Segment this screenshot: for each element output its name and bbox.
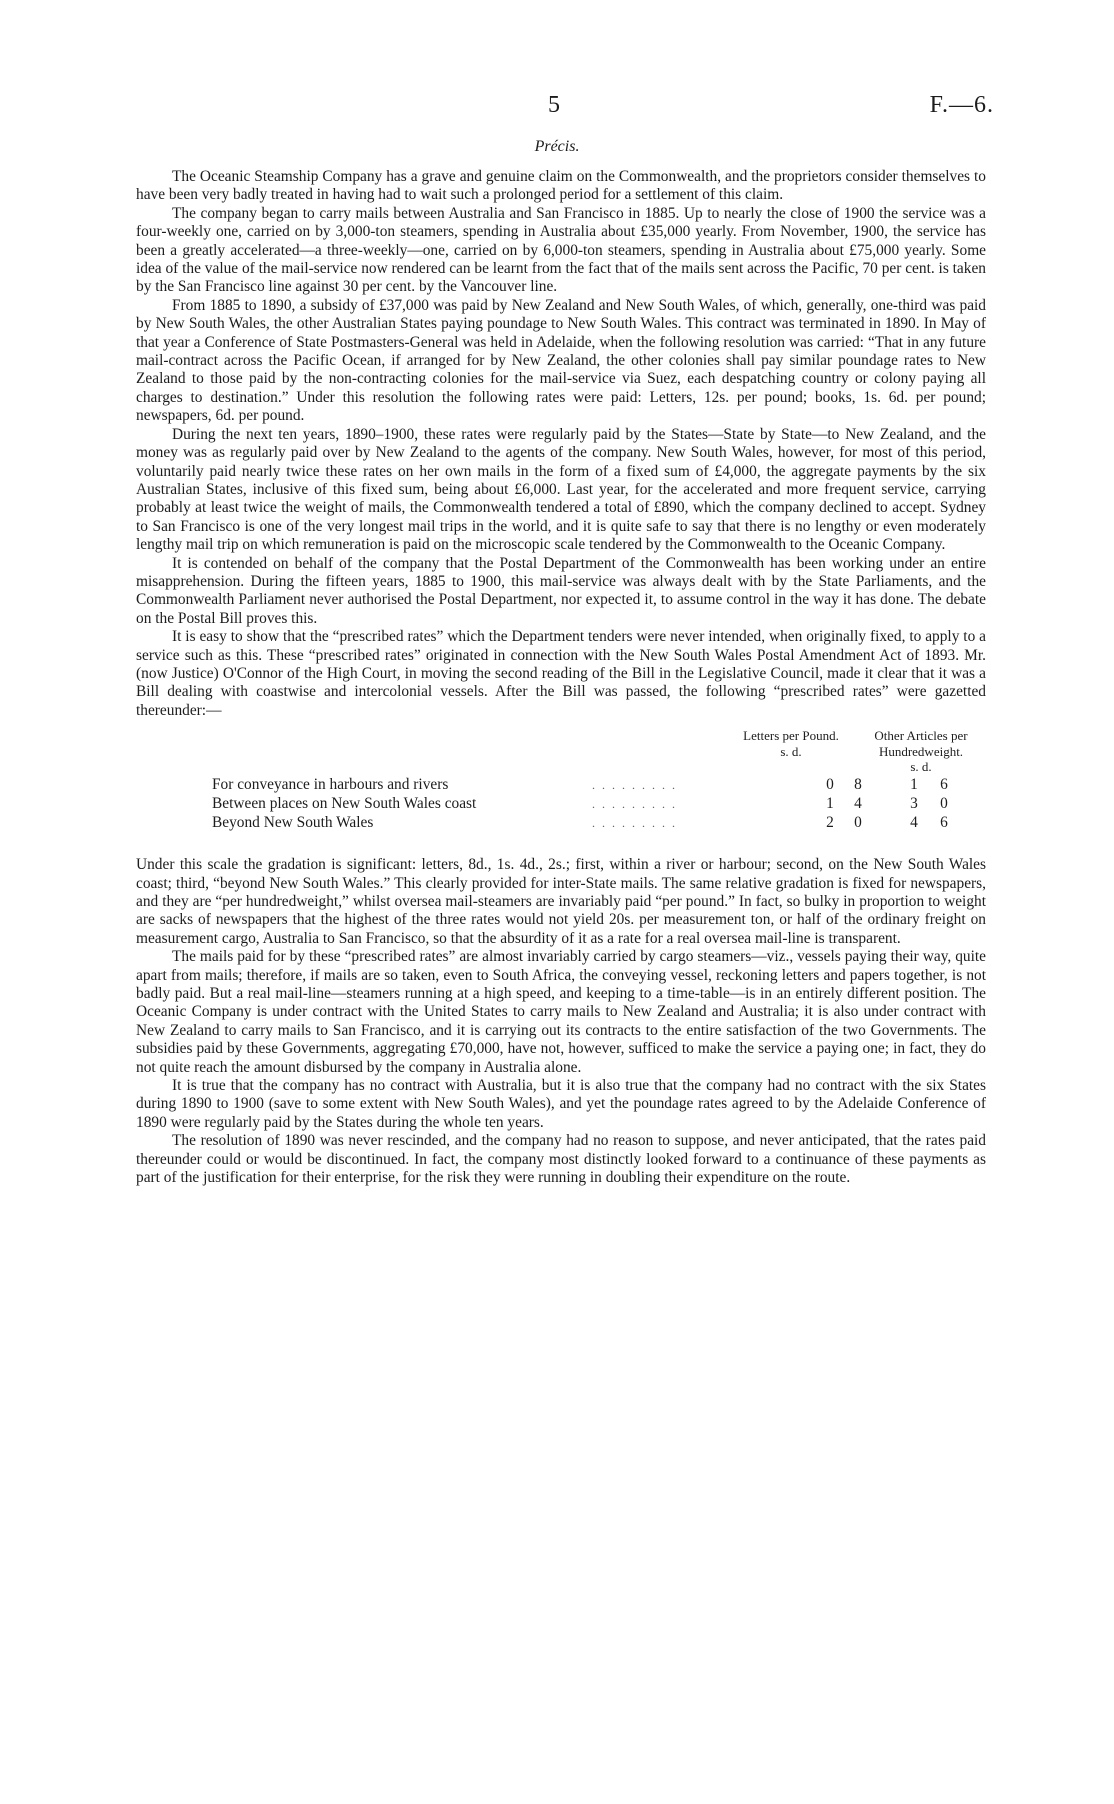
paragraph: The resolution of 1890 was never rescinded, and the company had no reason to suppose, and never anticipated, that the rates paid thereunder could or would be discontinued. In fact, the company most distinctly looked forward to a continuance of these payments as part of the justification for their enterprise, for the risk they were running in doubling their expenditure on the route. — [136, 1132, 986, 1187]
table-row: Between places on New South Wales coast . . . . . . . . . 1 4 3 0 — [212, 795, 948, 813]
rates-table — [136, 728, 986, 848]
paragraph: It is contended on behalf of the company that the Postal Department of the Commonwealth has been working under an entire misapprehension. During the fifteen years, 1885 to 1900, this mail-service was always dealt with by the State Parliaments, and the Commonwealth Parliament never authorised the Postal Department, nor expected it, to assume control in the way it has done. The debate on the Postal Bill proves this. — [136, 554, 986, 627]
paragraph: It is easy to show that the “prescribed rates” which the Department tenders were never intended, when originally fixed, to apply to a service such as this. These “prescribed rates” originated in connection with the New South Wales Postal Amendment Act of 1893. Mr. (now Justice) O'Connor of the High Court, in moving the second reading of the Bill in the Legislative Council, made it clear that it was a Bill dealing with coastwise and intercolonial vessels. After the Bill was passed, the following “prescribed rates” were gazetted thereunder:— — [136, 628, 986, 719]
paragraph: The mails paid for by these “prescribed rates” are almost invariably carried by cargo steamers—viz., vessels paying their way, quite apart from mails; therefore, if mails are so taken, even to South Africa, the conveying vessel, reckoning letters and papers together, is not badly paid. But a real mail-line—steamers running at a high speed, and keeping to a time-table—is in an entirely different position. The Oceanic Company is under contract with the United States to carry mails to New Zealand and Australia; it is also under contract with New Zealand to carry mails to San Francisco, and it is carrying out its contracts to the entire satisfaction of the two Governments. The subsidies paid by these Governments, aggregating £70,000, have not, however, sufficed to make the service a paying one; in fact, they do not quite reach the amount disbursed by the company in Australia alone. — [136, 948, 986, 1076]
paragraph: Under this scale the gradation is significant: letters, 8d., 1s. 4d., 2s.; first, within a river or harbour; second, on the New South Wales coast; third, “beyond New South Wales.” This clearly provided for inter-State mails. The same relative gradation is fixed for newspapers, and they are “per hundredweight,” whilst oversea mail-steamers are invariably paid “per pound.” In fact, so bulky in proportion to weight are sacks of newspapers that the highest of the three rates would not yield 20s. per measurement ton, or half of the ordinary freight on measurement cargo, Australia to San Francisco, so that the absurdity of it as a rate for a real oversea mail-line is transparent. — [136, 856, 986, 947]
document-body — [136, 168, 986, 1188]
page-number: 5 — [548, 92, 560, 118]
column-header-other-articles: Other Articles per Hundredweight. s. d. — [874, 728, 968, 775]
document-reference: F.—6. — [929, 92, 994, 118]
paragraph: From 1885 to 1890, a subsidy of £37,000 was paid by New Zealand and New South Wales, of which, generally, one-third was paid by New South Wales, the other Australian States paying poundage to New South Wales. This contract was terminated in 1890. In May of that year a Conference of State Postmasters-General was held in Adelaide, when the following resolution was carried: “That in any future mail-contract across the Pacific Ocean, if arranged for by New Zealand, the other colonies shall pay similar poundage rates to New Zealand to those paid by the non-contracting colonies for the mail-service via Suez, each despatching country or colony paying all charges to destination.” Under this resolution the following rates were paid: Letters, 12s. per pound; books, 1s. 6d. per pound; newspapers, 6d. per pound. — [136, 296, 986, 425]
paragraph: During the next ten years, 1890–1900, these rates were regularly paid by the States—State by State—to New Zealand, and the money was as regularly paid over by New Zealand to the agents of the company. New South Wales, however, for most of this period, voluntarily paid nearly twice these rates on her own mails in the form of a fixed sum of £4,000, the aggregate payments by the six Australian States, inclusive of this fixed sum, being about £6,000. Last year, for the accelerated and more frequent service, carrying probably at least twice the weight of mails, the Commonwealth tendered a total of £890, which the company declined to accept. Sydney to San Francisco is one of the very longest mail trips in the world, and it is quite safe to say that there is no lengthy or even moderately lengthy mail trip on which remuneration is paid on the microscopic scale tendered by the Commonwealth to the Oceanic Company. — [136, 425, 986, 554]
column-header-letters: Letters per Pound. s. d. — [743, 728, 839, 759]
paragraph: The company began to carry mails between Australia and San Francisco in 1885. Up to nearly the close of 1900 the service was a four-weekly one, carried on by 3,000-ton steamers, spending in Australia about £35,000 yearly. From November, 1900, the service has been a greatly accelerated—a three-weekly—one, carried on by 6,000-ton steamers, spending in Australia about £75,000 yearly. Some idea of the value of the mail-service now rendered can be learnt from the fact that of the mails sent across the Pacific, 70 per cent. is taken by the San Francisco line against 30 per cent. by the Vancouver line. — [136, 204, 986, 296]
section-title: Précis. — [534, 138, 580, 155]
paragraph: It is true that the company has no contract with Australia, but it is also true that the company had no contract with the six States during 1890 to 1900 (save to some extent with New South Wales), and yet the poundage rates agreed to by the Adelaide Conference of 1890 were regularly paid by the States during the whole ten years. — [136, 1077, 986, 1131]
table-row: For conveyance in harbours and rivers . . . . . . . . . 0 8 1 6 — [212, 776, 948, 794]
table-row: Beyond New South Wales . . . . . . . . . 2 0 4 6 — [212, 814, 948, 832]
paragraph: The Oceanic Steamship Company has a grave and genuine claim on the Commonwealth, and the proprietors consider themselves to have been very badly treated in having had to wait such a prolonged period for a settlement of this claim. — [136, 168, 986, 204]
